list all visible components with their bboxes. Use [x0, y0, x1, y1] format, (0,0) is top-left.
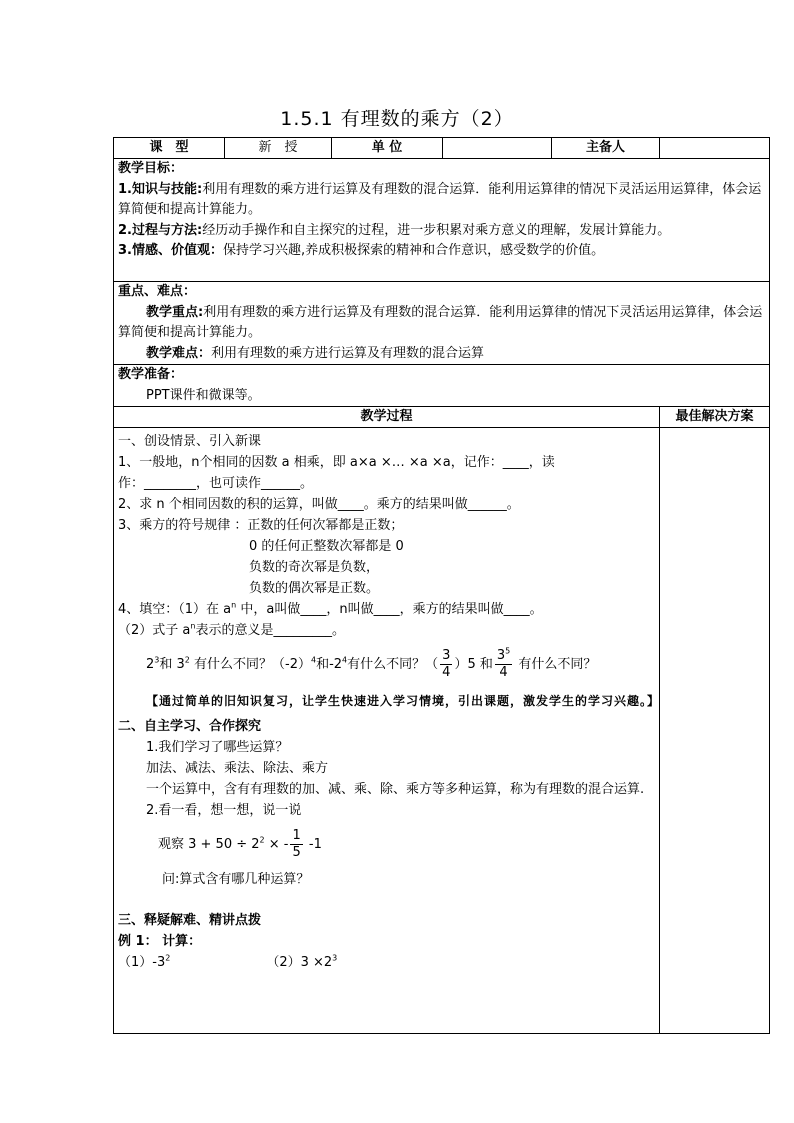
goal-emotion: 3.情感、价值观：保持学习兴趣,养成积极探索的精神和合作意识，感受数学的价值。: [118, 243, 605, 258]
observe-expression: 观察 $3 + 50 \div 2^2$ × - $\frac{1}{5}$ -1: [158, 828, 322, 860]
question-1b: 作：________，也可读作______。: [118, 476, 314, 491]
question-3d: 负数的偶次幂是正数。: [249, 581, 380, 596]
key-heading: 重点、难点：: [118, 284, 197, 299]
key-point: 教学重点:利用有理数的乘方进行运算及有理数的混合运算．能利用运算律的情况下灵活运用运算律，体会运算简便和提高计算能力。: [118, 304, 763, 340]
header-row: [114, 138, 770, 159]
question-3c: 负数的奇次幂是负数，: [249, 560, 380, 575]
page-title: 1.5.1 有理数的乘方（2）: [280, 108, 514, 130]
section-3-heading: 三、释疑解难、精讲点拨: [118, 913, 262, 928]
review-note: 【通过简单的旧知识复习，让学生快速进入学习情境，引出课题，激发学生的学习兴趣。】: [146, 694, 661, 708]
question-4a: 4、填空：（1）在 $a^n$ 中，a叫做____，n叫做____，乘方的结果叫做____。: [118, 600, 543, 617]
process-header-row: [114, 407, 770, 428]
header-author-label: 主备人: [552, 138, 660, 159]
solution-header: 最佳解决方案: [660, 407, 770, 428]
fraction-one-fifth: $\frac{1}{5}$: [292, 828, 301, 860]
section-2-heading: 二、自主学习、合作探究: [118, 719, 262, 734]
lesson-plan-table: [113, 137, 770, 1034]
inquiry-2: 2.看一看，想一想，说一说: [146, 803, 302, 818]
section-1-heading: 一、创设情景、引入新课: [118, 434, 262, 449]
prep-heading: 教学准备：: [118, 367, 184, 382]
header-unit-label: 单 位: [332, 138, 443, 159]
fraction-three-pow-five-over-four: $\frac{3^5}{4}$: [496, 646, 511, 680]
header-unit-value: [443, 138, 552, 159]
header-course-type-label: 课 型: [114, 138, 225, 159]
goals-row: [114, 159, 770, 282]
prep-text: PPT课件和微课等。: [146, 387, 261, 403]
goal-knowledge: 1.知识与技能:利用有理数的乘方进行运算及有理数的混合运算．能利用运算律的情况下灵活运用运算律，体会运算简便和提高计算能力。: [118, 181, 762, 217]
question-3b: 0 的任何正整数次幂都是 0: [249, 539, 404, 554]
difficult-point: 教学难点：利用有理数的乘方进行运算及有理数的混合运算: [146, 345, 485, 361]
inquiry-operations: 加法、减法、乘法、除法、乘方: [146, 761, 329, 776]
key-points-row: [114, 282, 770, 365]
mixed-operation-definition: 一个运算中，含有有理数的加、减、乘、除、乘方等多种运算，称为有理数的混合运算.: [146, 782, 645, 797]
question-operations: 问:算式含有哪几种运算？: [162, 872, 310, 887]
question-2: 2、求 n 个相同因数的积的运算，叫做____。乘方的结果叫做______。: [118, 497, 520, 512]
process-row: [114, 428, 770, 1034]
question-1a: 1、一般地，n个相同的因数 a 相乘，即 a×a ×… ×a ×a，记作：____，读: [118, 455, 555, 470]
prep-row: [114, 365, 770, 407]
example-1-heading: 例 1： 计算：: [118, 934, 202, 949]
header-course-type-value: 新 授: [225, 138, 332, 159]
question-3a: 3、乘方的符号规律 ：正数的任何次幂都是正数；: [118, 518, 404, 533]
example-1-items: $(1)-3^2$ $(2)3 \times 2^3$: [118, 953, 338, 970]
fraction-three-quarters: $\frac{3}{4}$: [442, 648, 451, 680]
process-header: 教学过程: [114, 407, 660, 428]
comparison-question: $2^3$和 $3^2$ 有什么不同？$(-2)^4$和$-2^4$有什么不同？（ $\frac{3}{4}$ ）5 和 $\frac{3^5}{4}$ 有什么不同？: [146, 646, 597, 680]
solution-cell: [660, 428, 770, 1034]
header-author-value: [660, 138, 770, 159]
goal-process: 2.过程与方法:经历动手操作和自主探究的过程，进一步积累对乘方意义的理解，发展计算能力。: [118, 222, 671, 238]
goals-heading: 教学目标：: [118, 161, 184, 176]
inquiry-1: 1.我们学习了哪些运算？: [146, 740, 289, 755]
question-4b: （2）式子 $a^n$表示的意义是_________。: [118, 621, 345, 638]
